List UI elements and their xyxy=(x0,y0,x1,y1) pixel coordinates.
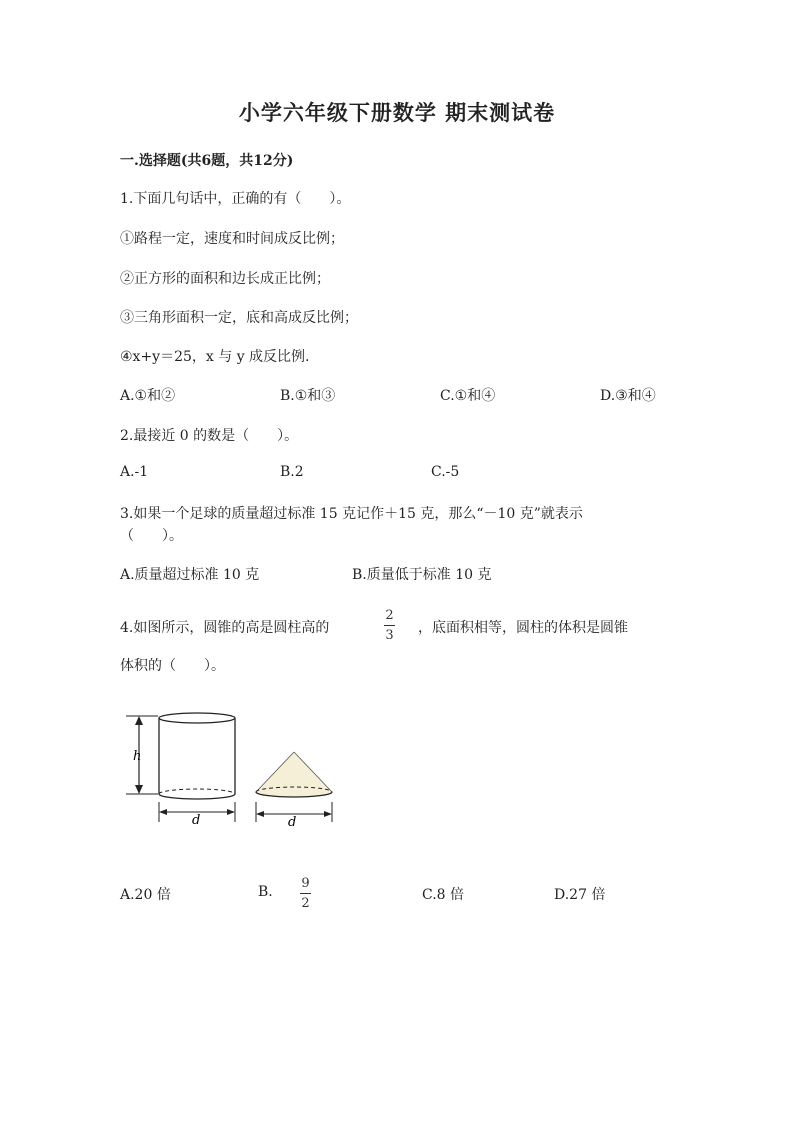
q4-option-b[interactable] xyxy=(258,884,273,900)
q2-option-c[interactable]: C.-5 xyxy=(431,464,460,480)
q2-option-b[interactable]: B.2 xyxy=(280,464,304,480)
arrow-left-icon xyxy=(256,811,264,817)
height-label: h xyxy=(133,749,142,764)
page-title: 小学六年级下册数学 期末测试卷 xyxy=(238,100,556,125)
q3-stem-cont: （ ）。 xyxy=(120,528,183,544)
arrow-right-icon xyxy=(227,809,235,815)
q4-option-c[interactable]: C.8 倍 xyxy=(422,887,465,903)
q2-option-a[interactable]: A.-1 xyxy=(120,464,149,480)
q4-option-b-denominator: 2 xyxy=(301,896,310,911)
q3-option-b[interactable]: B.质量低于标准 10 克 xyxy=(352,567,492,583)
q4-fraction xyxy=(384,609,395,642)
q4-option-b-numerator: 9 xyxy=(301,876,310,891)
q1-option-d[interactable]: D.③和④ xyxy=(600,388,656,404)
q1-option-b[interactable]: B.①和③ xyxy=(280,388,336,404)
q4-option-b-fraction xyxy=(300,877,311,910)
q4-stem-a: 4.如图所示，圆锥的高是圆柱高的 xyxy=(120,620,330,636)
q1-stem: 1.下面几句话中，正确的有（ ）。 xyxy=(120,191,351,207)
q3-stem: 3.如果一个足球的质量超过标准 15 克记作＋15 克，那么“－10 克”就表示 xyxy=(120,506,583,522)
arrow-down-icon xyxy=(135,785,143,794)
q1-statement-3: ③三角形面积一定，底和高成反比例； xyxy=(120,310,358,326)
cylinder-cone-figure xyxy=(122,712,362,832)
q1-statement-4: ④x+y＝25，x 与 y 成反比例. xyxy=(120,349,310,365)
q4-stem-b: ，底面积相等，圆柱的体积是圆锥 xyxy=(418,620,628,636)
q2-stem: 2.最接近 0 的数是（ ）。 xyxy=(120,428,299,444)
fraction-bar xyxy=(384,625,395,626)
q4-option-a[interactable]: A.20 倍 xyxy=(120,887,171,903)
q4-option-b-prefix: B. xyxy=(258,884,273,900)
cone-diameter-label: d xyxy=(288,815,297,830)
cylinder-diameter-label: d xyxy=(192,813,201,828)
q1-option-c[interactable]: C.①和④ xyxy=(440,388,496,404)
cylinder-shape xyxy=(159,713,235,799)
q1-statement-1: ①路程一定，速度和时间成反比例； xyxy=(120,231,344,247)
fraction-bar xyxy=(300,893,311,894)
q4-fraction-denominator: 3 xyxy=(385,628,394,643)
arrow-right-icon xyxy=(324,811,332,817)
cone-shape xyxy=(256,752,332,797)
q4-stem-cont: 体积的（ ）。 xyxy=(120,658,225,674)
q4-fraction-numerator: 2 xyxy=(385,608,394,623)
q1-option-a[interactable]: A.①和② xyxy=(120,388,176,404)
arrow-left-icon xyxy=(159,809,167,815)
section-heading: 一.选择题(共6题，共12分) xyxy=(120,153,294,169)
q3-option-a[interactable]: A.质量超过标准 10 克 xyxy=(120,567,260,583)
q4-option-d[interactable]: D.27 倍 xyxy=(554,887,606,903)
arrow-up-icon xyxy=(135,716,143,725)
q1-statement-2: ②正方形的面积和边长成正比例； xyxy=(120,271,330,287)
